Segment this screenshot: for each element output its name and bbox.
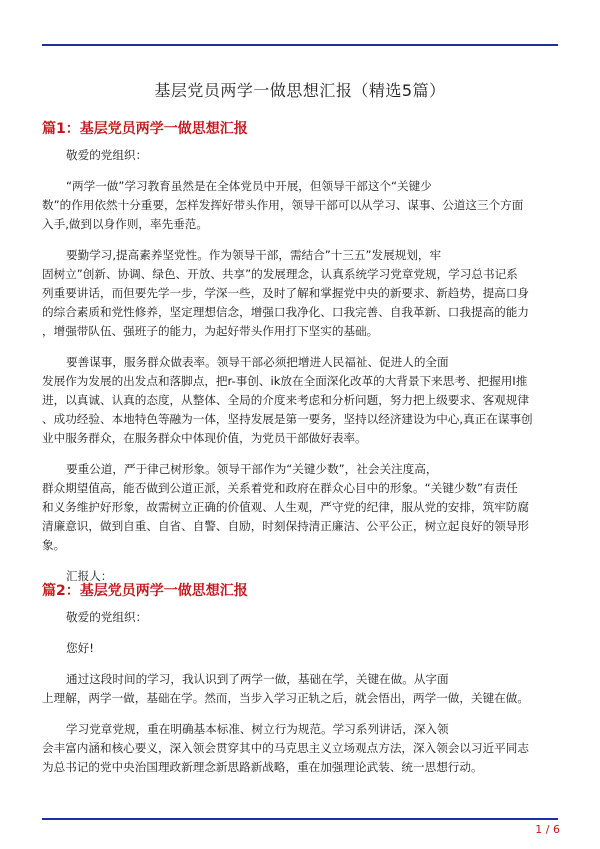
salutation: 您好! (66, 641, 94, 655)
paragraph (42, 246, 560, 341)
text-line: 业中服务群众，在服务群众中体现价值，为党员干部做好表率。 (42, 431, 367, 445)
text-line: 要善谋事，服务群众做表率。领导干部必须把增进人民福祉、促进人的全面 (66, 355, 449, 369)
text-line: 清廉意识，做到自重、自省、自警、自励，时刻保持清正廉洁、公平公正，树立起良好的领导形 (42, 519, 529, 533)
text-line: 数”的作用依然十分重要，怎样发挥好带头作用，领导干部可以从学习、谋事、公道这三个方面 (42, 198, 524, 212)
paragraph (42, 460, 560, 555)
section-1-heading: 篇1：基层党员两学一做思想汇报 (42, 121, 248, 137)
text-line: 上理解，两学一做，基础在学。然而，当步入学习正轨之后，就会悟出，两学一做，关键在做。 (42, 691, 529, 705)
text-line: 列重要讲话，而但要先学一步，学深一些，及时了解和掌握党中央的新要求、新趋势，提高口身 (42, 286, 529, 300)
text-line: 会丰富内涵和核心要义，深入领会贯穿其中的马克思主义立场观点方法，深入领会以习近平同志 (42, 741, 529, 755)
header-rule (42, 44, 558, 46)
paragraph (42, 720, 560, 777)
text-line: 为总书记的党中央治国理政新理念新思路新战略，重在加强理论武装、统一思想行动。 (42, 760, 483, 774)
section-2-body (42, 608, 560, 777)
text-line: 的综合素质和党性修养，坚定理想信念，增强口我净化、口我完善、自我革新、口我提高的能力 (42, 305, 529, 319)
paragraph (42, 353, 560, 448)
paragraph (42, 670, 560, 708)
text-line: 通过这段时间的学习，我认识到了两学一做，基础在学，关键在做。从字面 (66, 672, 449, 686)
text-line: 入手,做到以身作则，率先垂范。 (42, 217, 208, 231)
section-2-heading: 篇2：基层党员两学一做思想汇报 (42, 583, 248, 599)
text-line: 、成功经验、本地特色等融为一体，坚持发展是第一要务，坚持以经济建设为中心,真正在谋事创 (42, 412, 533, 426)
greeting: 敬爱的党组织： (66, 148, 148, 162)
text-line: 固树立”创新、协调、绿色、开放、共享”的发展理念，认真系统学习党章党规，学习总书记系 (42, 267, 518, 281)
text-line: 要重公道，严于律己树形象。领导干部作为“关键少数”，社会关注度高， (66, 462, 438, 476)
text-line: 进，以真诚、认真的态度，从整体、全局的介度来考虑和分析问题，努力把上级要求、客观规律 (42, 393, 529, 407)
text-line: 要勤学习,提高素养坚党性。作为领导干部，需结合”十三五”发展规划，牢 (66, 248, 442, 262)
signature: 汇报人： (66, 569, 113, 583)
document-title: 基层党员两学一做思想汇报（精选5篇） (154, 81, 446, 100)
text-line: 象。 (42, 538, 66, 552)
text-line: 学习党章党规，重在明确基本标准、树立行为规范。学习系列讲话，深入领 (66, 722, 449, 736)
paragraph (42, 177, 560, 234)
text-line: ，增强带队伍、强班子的能力，为起好带头作用打下坚实的基础。 (42, 324, 379, 338)
greeting: 敬爱的党组织： (66, 610, 148, 624)
footer-rule (42, 818, 558, 820)
page-indicator: 1 / 6 (535, 823, 560, 836)
text-line: 群众期望值高，能否做到公道正派，关系着党和政府在群众心目中的形象。“关键少数”有责任 (42, 481, 518, 495)
section-1-body (42, 146, 560, 586)
text-line: 发展作为发展的出发点和落脚点，把r-事创、ik放在全面深化改革的大背景下来思考、把握用I推 (42, 374, 528, 388)
text-line: 和义务维护好形象，故需树立正确的价值观、人生观，严守党的纪律，服从党的安排，筑牢防腐 (42, 500, 529, 514)
text-line: “两学一做”学习教育虽然是在全体党员中开展，但领导干部这个“关键少 (66, 179, 432, 193)
